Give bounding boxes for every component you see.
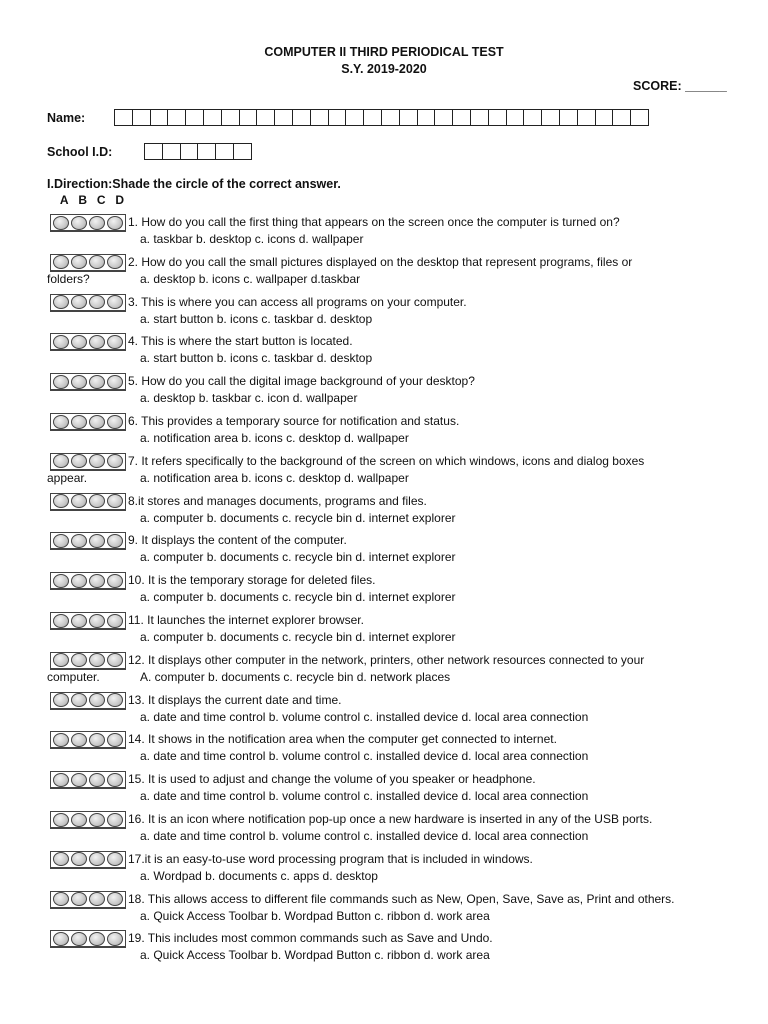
answer-bubble-b[interactable] [71, 852, 87, 866]
answer-bubble-d[interactable] [107, 773, 123, 787]
answer-options: a. Wordpad b. documents c. apps d. desktop [140, 868, 378, 883]
answer-bubble-a[interactable] [53, 375, 69, 389]
answer-bubble-c[interactable] [89, 494, 105, 508]
answer-bubbles [50, 413, 126, 431]
answer-bubble-a[interactable] [53, 415, 69, 429]
question-text: 10. It is the temporary storage for deleted files. [128, 573, 376, 588]
answer-bubble-c[interactable] [89, 693, 105, 707]
answer-options: a. computer b. documents c. recycle bin d. internet explorer [140, 630, 456, 644]
answer-bubble-b[interactable] [71, 295, 87, 309]
answer-bubbles [50, 493, 126, 511]
name-box[interactable] [595, 109, 614, 126]
school-id-box[interactable] [197, 143, 216, 160]
answer-bubbles [50, 333, 126, 351]
answer-bubble-c[interactable] [89, 255, 105, 269]
answer-options: a. desktop b. icons c. wallpaper d.taskbar [140, 271, 361, 286]
school-id-input-boxes[interactable] [145, 143, 252, 160]
answer-options: a. start button b. icons c. taskbar d. desktop [140, 311, 373, 326]
answer-bubble-b[interactable] [71, 534, 87, 548]
question-text: 6. This provides a temporary source for notification and status. [128, 414, 460, 428]
answer-bubble-b[interactable] [71, 216, 87, 230]
name-box[interactable] [399, 109, 418, 126]
answer-options: a. start button b. icons c. taskbar d. desktop [140, 351, 373, 366]
question-text: 15. It is used to adjust and change the volume of you speaker or headphone. [128, 772, 536, 787]
question-text: 14. It shows in the notification area when the computer get connected to internet. [128, 732, 557, 747]
answer-bubbles [50, 692, 126, 710]
answer-bubbles [50, 891, 126, 909]
answer-bubble-a[interactable] [53, 892, 69, 906]
answer-bubble-c[interactable] [89, 216, 105, 230]
question-text: 9. It displays the content of the computer. [128, 533, 347, 548]
name-box[interactable] [523, 109, 542, 126]
answer-bubble-c[interactable] [89, 813, 105, 827]
name-box[interactable] [363, 109, 382, 126]
answer-bubble-b[interactable] [71, 773, 87, 787]
answer-bubble-c[interactable] [89, 335, 105, 349]
answer-bubbles [50, 771, 126, 789]
question-text: 2. How do you call the small pictures displayed on the desktop that represent programs, files or [128, 254, 633, 269]
school-id-box[interactable] [233, 143, 252, 160]
answer-bubble-d[interactable] [107, 574, 123, 588]
name-input-boxes[interactable] [115, 109, 649, 126]
name-box[interactable] [541, 109, 560, 126]
answer-bubble-d[interactable] [107, 813, 123, 827]
answer-options: a. notification area b. icons c. desktop d. wallpaper [140, 431, 409, 445]
answer-bubble-d[interactable] [107, 852, 123, 866]
name-box[interactable] [221, 109, 240, 126]
answer-bubble-d[interactable] [107, 375, 123, 389]
answer-bubble-c[interactable] [89, 534, 105, 548]
answer-bubble-b[interactable] [71, 494, 87, 508]
answer-bubbles [50, 612, 126, 630]
answer-bubble-d[interactable] [107, 534, 123, 548]
name-box[interactable] [630, 109, 649, 126]
answer-bubbles [50, 373, 126, 391]
answer-bubble-a[interactable] [53, 574, 69, 588]
school-id-box[interactable] [215, 143, 234, 160]
name-box[interactable] [292, 109, 311, 126]
school-id-box[interactable] [162, 143, 181, 160]
name-box[interactable] [114, 109, 133, 126]
score-label: SCORE: ______ [633, 79, 727, 93]
answer-options: a. date and time control b. volume control c. installed device d. local area connection [140, 749, 589, 764]
answer-options: a. taskbar b. desktop c. icons d. wallpaper [140, 232, 364, 246]
answer-bubble-b[interactable] [71, 733, 87, 747]
answer-options: a. date and time control b. volume control c. installed device d. local area connection [140, 789, 589, 804]
answer-bubble-b[interactable] [71, 335, 87, 349]
answer-bubbles [50, 294, 126, 312]
question-text: 17.it is an easy-to-use word processing program that is included in windows. [128, 851, 533, 866]
name-box[interactable] [345, 109, 364, 126]
name-box[interactable] [132, 109, 151, 126]
school-id-box[interactable] [144, 143, 163, 160]
answer-bubble-b[interactable] [71, 255, 87, 269]
name-box[interactable] [150, 109, 169, 126]
answer-bubbles [50, 254, 126, 272]
answer-bubble-d[interactable] [107, 614, 123, 628]
question-text-continued: appear. [47, 470, 88, 485]
answer-bubble-d[interactable] [107, 653, 123, 667]
answer-bubble-b[interactable] [71, 693, 87, 707]
answer-bubble-d[interactable] [107, 454, 123, 468]
answer-options: a. computer b. documents c. recycle bin d. internet explorer [140, 590, 456, 605]
answer-bubble-a[interactable] [53, 255, 69, 269]
answer-bubbles [50, 811, 126, 829]
name-box[interactable] [577, 109, 596, 126]
name-label: Name: [47, 111, 86, 125]
name-box[interactable] [452, 109, 471, 126]
letter-d: D [115, 193, 125, 207]
question-text: 18. This allows access to different file commands such as New, Open, Save, Save as, Print and others. [128, 891, 675, 906]
school-id-label: School I.D: [47, 145, 113, 159]
answer-bubble-c[interactable] [89, 614, 105, 628]
name-box[interactable] [203, 109, 222, 126]
answer-bubble-d[interactable] [107, 255, 123, 269]
question-text: 13. It displays the current date and time. [128, 692, 342, 707]
answer-bubble-a[interactable] [53, 653, 69, 667]
name-box[interactable] [167, 109, 186, 126]
question-text: 3. This is where you can access all programs on your computer. [128, 294, 467, 309]
answer-bubble-b[interactable] [71, 454, 87, 468]
answer-bubble-a[interactable] [53, 494, 69, 508]
answer-bubble-c[interactable] [89, 773, 105, 787]
question-text: 12. It displays other computer in the network, printers, other network resources connected to your [128, 652, 645, 667]
letter-c: C [96, 193, 106, 207]
answer-bubble-c[interactable] [89, 295, 105, 309]
answer-bubble-c[interactable] [89, 653, 105, 667]
answer-bubble-d[interactable] [107, 932, 123, 946]
answer-bubble-a[interactable] [53, 813, 69, 827]
answer-bubble-a[interactable] [53, 295, 69, 309]
answer-bubble-c[interactable] [89, 574, 105, 588]
answer-bubbles [50, 731, 126, 749]
answer-bubble-b[interactable] [71, 415, 87, 429]
answer-bubble-a[interactable] [53, 534, 69, 548]
name-box[interactable] [239, 109, 258, 126]
question-text: 8.it stores and manages documents, programs and files. [128, 493, 427, 508]
answer-options: a. notification area b. icons c. desktop d. wallpaper [140, 470, 409, 485]
question-text: 1. How do you call the first thing that appears on the screen once the computer is turned on? [128, 215, 620, 229]
answer-bubble-a[interactable] [53, 454, 69, 468]
answer-bubbles [50, 214, 126, 232]
answer-bubble-c[interactable] [89, 932, 105, 946]
answer-bubbles [50, 532, 126, 550]
answer-bubble-c[interactable] [89, 852, 105, 866]
answer-options: a. desktop b. taskbar c. icon d. wallpaper [140, 391, 358, 406]
question-text: 19. This includes most common commands such as Save and Undo. [128, 931, 493, 946]
name-box[interactable] [488, 109, 507, 126]
answer-bubble-c[interactable] [89, 733, 105, 747]
name-box[interactable] [328, 109, 347, 126]
answer-bubble-c[interactable] [89, 415, 105, 429]
answer-bubble-d[interactable] [107, 892, 123, 906]
letter-b: B [78, 193, 88, 207]
answer-bubble-b[interactable] [71, 375, 87, 389]
answer-bubble-a[interactable] [53, 614, 69, 628]
answer-bubble-c[interactable] [89, 454, 105, 468]
school-id-box[interactable] [180, 143, 199, 160]
letter-a: A [59, 193, 69, 207]
answer-options: a. Quick Access Toolbar b. Wordpad Button c. ribbon d. work area [140, 908, 490, 923]
name-box[interactable] [612, 109, 631, 126]
school-year: S.Y. 2019-2020 [341, 62, 427, 76]
name-box[interactable] [506, 109, 525, 126]
question-text: 16. It is an icon where notification pop-up once a new hardware is inserted in any of the USB ports. [128, 812, 653, 826]
question-text: 4. This is where the start button is located. [128, 334, 353, 349]
question-text: 11. It launches the internet explorer browser. [128, 613, 364, 627]
name-box[interactable] [381, 109, 400, 126]
question-text-continued: folders? [47, 271, 90, 286]
name-box[interactable] [434, 109, 453, 126]
answer-bubble-d[interactable] [107, 733, 123, 747]
answer-options: a. date and time control b. volume control c. installed device d. local area connection [140, 709, 589, 724]
answer-bubble-a[interactable] [53, 216, 69, 230]
direction-text: I.Direction:Shade the circle of the correct answer. [47, 177, 341, 191]
question-text: 5. How do you call the digital image background of your desktop? [128, 374, 475, 389]
answer-bubble-d[interactable] [107, 216, 123, 230]
name-box[interactable] [274, 109, 293, 126]
name-box[interactable] [559, 109, 578, 126]
answer-bubble-d[interactable] [107, 415, 123, 429]
answer-letters-header [55, 193, 129, 207]
answer-bubble-d[interactable] [107, 693, 123, 707]
answer-bubble-a[interactable] [53, 693, 69, 707]
answer-bubble-d[interactable] [107, 494, 123, 508]
name-box[interactable] [256, 109, 275, 126]
answer-bubble-b[interactable] [71, 892, 87, 906]
name-box[interactable] [310, 109, 329, 126]
answer-bubbles [50, 851, 126, 869]
name-box[interactable] [417, 109, 436, 126]
answer-options: a. date and time control b. volume control c. installed device d. local area connection [140, 829, 589, 843]
answer-bubble-a[interactable] [53, 932, 69, 946]
test-title: COMPUTER II THIRD PERIODICAL TEST [264, 45, 504, 59]
question-text-continued: computer. [47, 669, 100, 684]
answer-options: a. Quick Access Toolbar b. Wordpad Button c. ribbon d. work area [140, 948, 490, 963]
answer-bubble-a[interactable] [53, 733, 69, 747]
answer-bubble-a[interactable] [53, 773, 69, 787]
answer-options: a. computer b. documents c. recycle bin d. internet explorer [140, 510, 456, 525]
answer-bubble-a[interactable] [53, 852, 69, 866]
answer-bubbles [50, 652, 126, 670]
name-box[interactable] [185, 109, 204, 126]
answer-bubble-d[interactable] [107, 295, 123, 309]
answer-bubble-c[interactable] [89, 375, 105, 389]
answer-bubbles [50, 453, 126, 471]
answer-bubble-b[interactable] [71, 614, 87, 628]
answer-bubble-a[interactable] [53, 335, 69, 349]
name-box[interactable] [470, 109, 489, 126]
answer-bubble-d[interactable] [107, 335, 123, 349]
answer-bubble-b[interactable] [71, 813, 87, 827]
question-text: 7. It refers specifically to the background of the screen on which windows, icons and dialog boxes [128, 453, 645, 468]
answer-bubble-c[interactable] [89, 892, 105, 906]
answer-bubble-b[interactable] [71, 653, 87, 667]
answer-options: A. computer b. documents c. recycle bin d. network places [140, 669, 451, 684]
answer-bubbles [50, 930, 126, 948]
answer-options: a. computer b. documents c. recycle bin d. internet explorer [140, 550, 456, 565]
answer-bubble-b[interactable] [71, 574, 87, 588]
answer-bubbles [50, 572, 126, 590]
answer-bubble-b[interactable] [71, 932, 87, 946]
